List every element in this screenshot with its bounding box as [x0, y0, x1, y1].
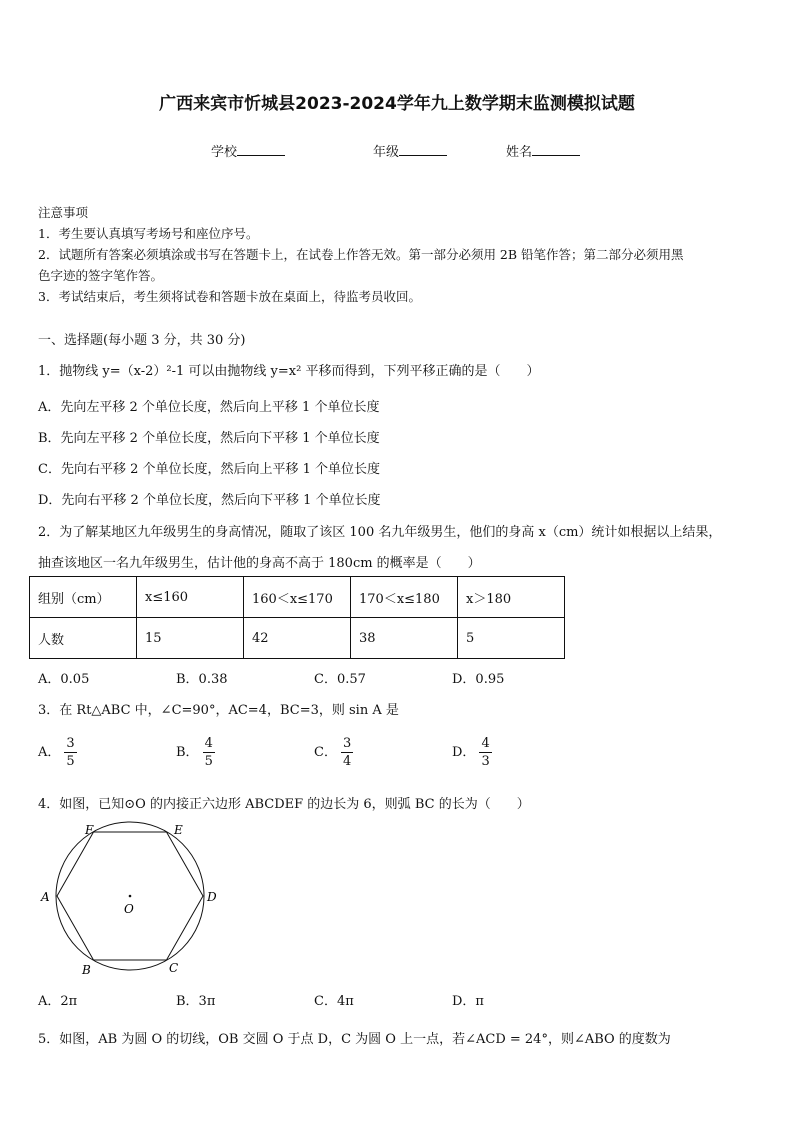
label-a: A: [41, 890, 50, 904]
question-4-option-c: C．4π: [314, 994, 354, 1009]
question-3-option-c: [314, 735, 353, 770]
question-2-option-c: C．0.57: [314, 672, 366, 687]
label-e: E: [174, 823, 183, 837]
page-title: 广西来宾市忻城县2023-2024学年九上数学期末监测模拟试题: [159, 94, 635, 114]
question-1-option-d: D．先向右平移 2 个单位长度，然后向下平移 1 个单位长度: [38, 493, 381, 508]
hexagon-circle-figure: [35, 815, 225, 980]
option-label: A．: [38, 745, 61, 760]
question-3-stem: 3．在 Rt△ABC 中，∠C=90°，AC=4，BC=3，则 sin A 是: [38, 703, 399, 718]
numerator: 3: [342, 736, 352, 751]
denominator: 4: [342, 754, 352, 769]
question-3-option-a: [38, 735, 77, 770]
numerator: 4: [481, 736, 490, 751]
frequency-table: [29, 576, 565, 659]
question-2-option-d: D．0.95: [452, 672, 505, 687]
option-label: C．: [314, 745, 337, 760]
question-2-stem-line1: 2．为了解某地区九年级男生的身高情况，随取了该区 100 名九年级男生，他们的身高 x（cm）统计如根据以上结果，: [38, 525, 722, 540]
table-cell: 160＜x≤170: [244, 577, 351, 618]
name-field: [506, 141, 580, 160]
notes-heading: 注意事项: [38, 205, 89, 220]
section-heading: 一、选择题(每小题 3 分，共 30 分): [38, 333, 246, 348]
label-c: C: [169, 961, 179, 975]
table-cell: 38: [351, 618, 458, 659]
table-row: [30, 618, 565, 659]
label-b: B: [82, 963, 91, 977]
numerator: 4: [204, 736, 213, 751]
question-2-option-a: A．0.05: [38, 672, 90, 687]
label-d: D: [207, 890, 217, 904]
table-cell: 组别（cm）: [30, 577, 137, 618]
name-blank: [532, 143, 580, 156]
table-cell: x＞180: [458, 577, 565, 618]
option-label: D．: [452, 745, 476, 760]
question-5-stem: 5．如图，AB 为圆 O 的切线，OB 交圆 O 于点 D，C 为圆 O 上一点，若∠ACD = 24°，则∠ABO 的度数为: [38, 1032, 671, 1047]
question-1-stem: 1．抛物线 y=（x-2）²-1 可以由抛物线 y=x² 平移而得到，下列平移正确的是（ ）: [38, 364, 540, 379]
table-cell: 人数: [30, 618, 137, 659]
question-3-option-d: [452, 735, 492, 770]
grade-label: 年级: [373, 145, 400, 160]
question-1-option-c: C．先向右平移 2 个单位长度，然后向上平移 1 个单位长度: [38, 462, 381, 477]
fraction: [203, 735, 215, 770]
table-cell: x≤160: [137, 577, 244, 618]
label-f: F: [85, 823, 94, 837]
question-2-stem-line2: 抽查该地区一名九年级男生，估计他的身高不高于 180cm 的概率是（ ）: [38, 556, 481, 571]
question-4-option-a: A．2π: [38, 994, 78, 1009]
question-1-option-b: B．先向左平移 2 个单位长度，然后向下平移 1 个单位长度: [38, 431, 380, 446]
note-item: 2．试题所有答案必须填涂或书写在答题卡上，在试卷上作答无效。第一部分必须用 2B 铅笔作答；第二部分必须用黑: [38, 247, 684, 262]
denominator: 5: [66, 754, 75, 769]
table-cell: 170＜x≤180: [351, 577, 458, 618]
question-4-option-d: D．π: [452, 994, 484, 1009]
option-label: B．: [176, 745, 199, 760]
note-item: 色字迹的签字笔作答。: [38, 268, 164, 283]
table-cell: 5: [458, 618, 565, 659]
question-3-option-b: [176, 735, 215, 770]
fraction: [64, 735, 76, 770]
denominator: 5: [204, 754, 213, 769]
label-o: O: [124, 902, 134, 916]
fraction: [341, 735, 353, 770]
question-1-option-a: A．先向左平移 2 个单位长度，然后向上平移 1 个单位长度: [38, 400, 380, 415]
denominator: 3: [481, 754, 490, 769]
center-point: [129, 895, 132, 898]
table-cell: 42: [244, 618, 351, 659]
school-blank: [237, 143, 285, 156]
question-4-option-b: B．3π: [176, 994, 216, 1009]
note-item: 3．考试结束后，考生须将试卷和答题卡放在桌面上，待监考员收回。: [38, 289, 421, 304]
fraction: [479, 735, 491, 770]
grade-field: [373, 141, 447, 160]
table-row: [30, 577, 565, 618]
question-2-option-b: B．0.38: [176, 672, 228, 687]
question-4-stem: 4．如图，已知⊙O 的内接正六边形 ABCDEF 的边长为 6，则弧 BC 的长为（ ）: [38, 797, 530, 812]
name-label: 姓名: [506, 145, 533, 160]
table-cell: 15: [137, 618, 244, 659]
school-label: 学校: [211, 145, 238, 160]
numerator: 3: [66, 736, 75, 751]
grade-blank: [399, 143, 447, 156]
school-field: [211, 141, 285, 160]
note-item: 1．考生要认真填写考场号和座位序号。: [38, 226, 259, 241]
